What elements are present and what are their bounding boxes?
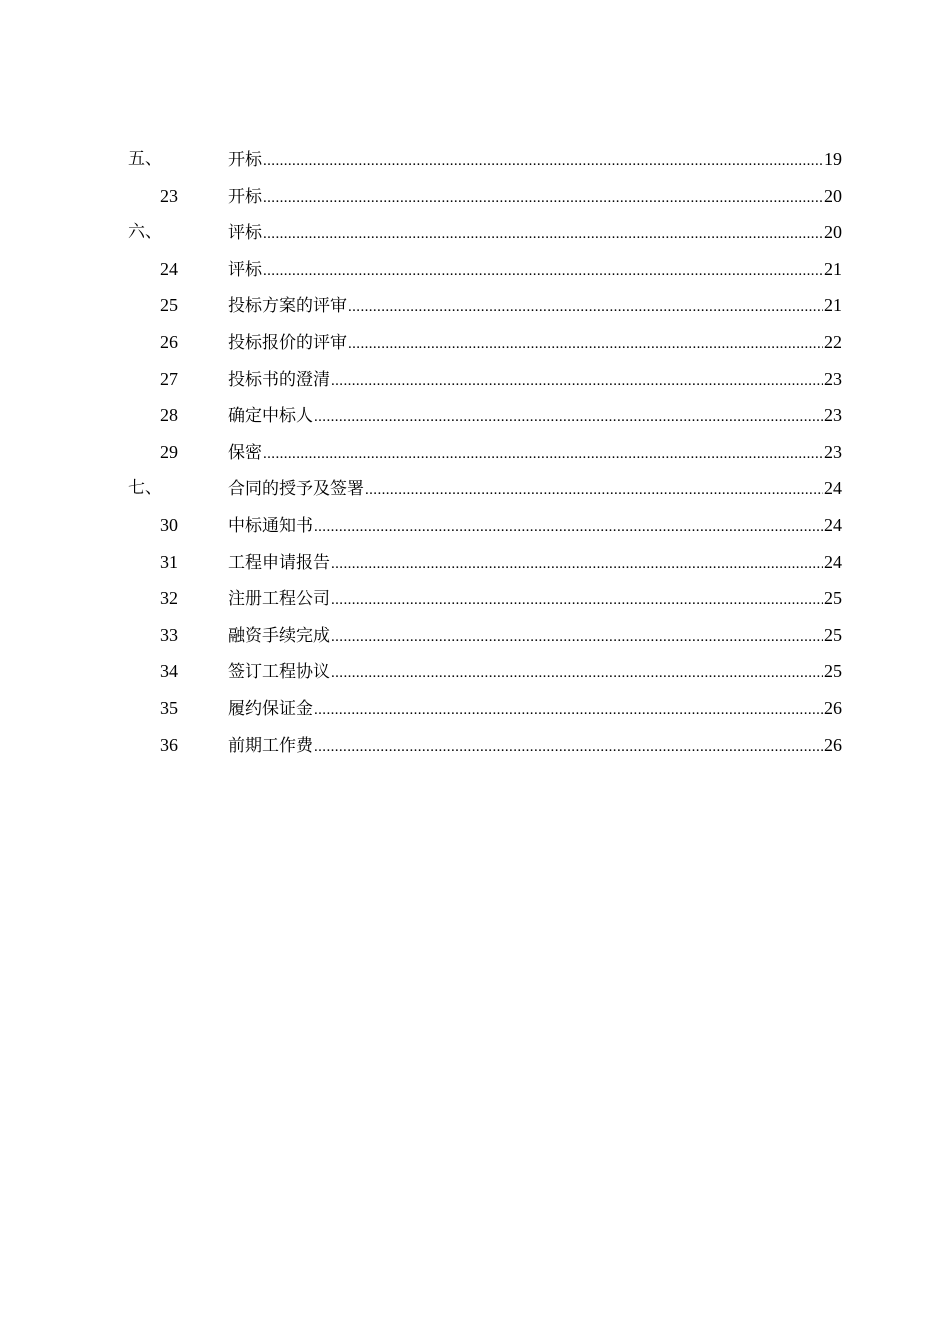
toc-dot-leader (348, 326, 823, 363)
toc-dot-leader (331, 582, 823, 619)
toc-section-number: 26 (160, 331, 178, 352)
toc-section-number: 36 (160, 734, 178, 755)
toc-entry (228, 141, 842, 180)
toc-chapter-number: 七、 (128, 478, 162, 499)
toc-page-number[interactable]: 26 (824, 734, 842, 755)
toc-title[interactable]: 履约保证金 (228, 698, 313, 719)
toc-title[interactable]: 开标 (228, 150, 262, 170)
toc-row[interactable] (0, 361, 950, 398)
toc-title[interactable]: 注册工程公司 (228, 589, 330, 610)
toc-entry (228, 214, 842, 253)
toc-title[interactable]: 投标书的澄清 (228, 369, 330, 390)
toc-row[interactable] (0, 470, 950, 507)
toc-section-number: 27 (160, 368, 178, 389)
toc-page-number[interactable]: 25 (824, 588, 842, 609)
toc-chapter-number: 五、 (128, 149, 162, 169)
toc-entry (228, 361, 842, 400)
toc-title[interactable]: 评标 (228, 223, 262, 244)
toc-row[interactable] (0, 214, 950, 251)
toc-dot-leader (365, 472, 823, 509)
toc-title[interactable]: 工程申请报告 (228, 552, 330, 573)
toc-row[interactable] (0, 507, 950, 544)
toc-entry (228, 470, 842, 509)
toc-dot-leader (331, 619, 823, 656)
toc-row[interactable] (0, 690, 950, 727)
toc-entry (228, 617, 842, 656)
toc-entry (228, 434, 842, 473)
toc-section-number: 31 (160, 551, 178, 572)
toc-page-number[interactable]: 20 (824, 185, 842, 206)
toc-page-number[interactable]: 25 (824, 661, 842, 682)
toc-page-number[interactable]: 19 (824, 149, 842, 169)
toc-title[interactable]: 评标 (228, 259, 262, 280)
toc-page-number[interactable]: 20 (824, 222, 842, 243)
table-of-contents (0, 141, 950, 763)
toc-title[interactable]: 合同的授予及签署 (228, 479, 364, 500)
toc-section-number: 33 (160, 624, 178, 645)
toc-page-number[interactable]: 25 (824, 624, 842, 645)
toc-title[interactable]: 确定中标人 (228, 406, 313, 427)
toc-entry (228, 653, 842, 692)
toc-row[interactable] (0, 251, 950, 288)
toc-section-number: 25 (160, 295, 178, 316)
toc-entry (228, 178, 842, 217)
toc-row[interactable] (0, 544, 950, 581)
toc-section-number: 24 (160, 258, 178, 279)
toc-dot-leader (314, 399, 823, 436)
toc-dot-leader (263, 436, 823, 473)
toc-dot-leader (314, 729, 823, 766)
toc-row[interactable] (0, 727, 950, 764)
toc-title[interactable]: 前期工作费 (228, 735, 313, 756)
toc-page-number[interactable]: 21 (824, 258, 842, 279)
toc-entry (228, 507, 842, 546)
toc-dot-leader (263, 253, 823, 290)
toc-title[interactable]: 投标报价的评审 (228, 332, 347, 353)
toc-page-number[interactable]: 24 (824, 514, 842, 535)
toc-title[interactable]: 开标 (228, 186, 262, 207)
toc-dot-leader (314, 692, 823, 729)
toc-section-number: 30 (160, 514, 178, 535)
toc-entry (228, 580, 842, 619)
toc-row[interactable] (0, 287, 950, 324)
toc-dot-leader (331, 363, 823, 400)
toc-dot-leader (263, 216, 823, 253)
toc-row[interactable] (0, 434, 950, 471)
toc-row[interactable] (0, 178, 950, 215)
toc-title[interactable]: 融资手续完成 (228, 625, 330, 646)
toc-row[interactable] (0, 580, 950, 617)
toc-row[interactable] (0, 617, 950, 654)
toc-row[interactable] (0, 324, 950, 361)
toc-page-number[interactable]: 23 (824, 368, 842, 389)
toc-dot-leader (348, 289, 823, 326)
toc-entry (228, 324, 842, 363)
toc-entry (228, 287, 842, 326)
toc-section-number: 34 (160, 661, 178, 682)
toc-title[interactable]: 保密 (228, 442, 262, 463)
toc-page-number[interactable]: 26 (824, 697, 842, 718)
toc-entry (228, 544, 842, 583)
toc-page-number[interactable]: 23 (824, 405, 842, 426)
toc-title[interactable]: 签订工程协议 (228, 662, 330, 683)
toc-entry (228, 251, 842, 290)
toc-page-number[interactable]: 22 (824, 331, 842, 352)
toc-dot-leader (263, 143, 823, 180)
toc-page-number[interactable]: 24 (824, 478, 842, 499)
toc-page-number[interactable]: 23 (824, 441, 842, 462)
toc-chapter-number: 六、 (128, 222, 162, 243)
toc-section-number: 32 (160, 588, 178, 609)
toc-entry (228, 727, 842, 766)
toc-row[interactable] (0, 141, 950, 178)
toc-title[interactable]: 投标方案的评审 (228, 296, 347, 317)
toc-entry (228, 397, 842, 436)
toc-title[interactable]: 中标通知书 (228, 515, 313, 536)
toc-section-number: 35 (160, 697, 178, 718)
toc-section-number: 23 (160, 185, 178, 206)
toc-row[interactable] (0, 653, 950, 690)
toc-page-number[interactable]: 21 (824, 295, 842, 316)
toc-dot-leader (263, 180, 823, 217)
toc-page-number[interactable]: 24 (824, 551, 842, 572)
toc-section-number: 29 (160, 441, 178, 462)
toc-dot-leader (331, 546, 823, 583)
toc-dot-leader (314, 509, 823, 546)
toc-entry (228, 690, 842, 729)
toc-section-number: 28 (160, 405, 178, 426)
toc-row[interactable] (0, 397, 950, 434)
toc-dot-leader (331, 655, 823, 692)
